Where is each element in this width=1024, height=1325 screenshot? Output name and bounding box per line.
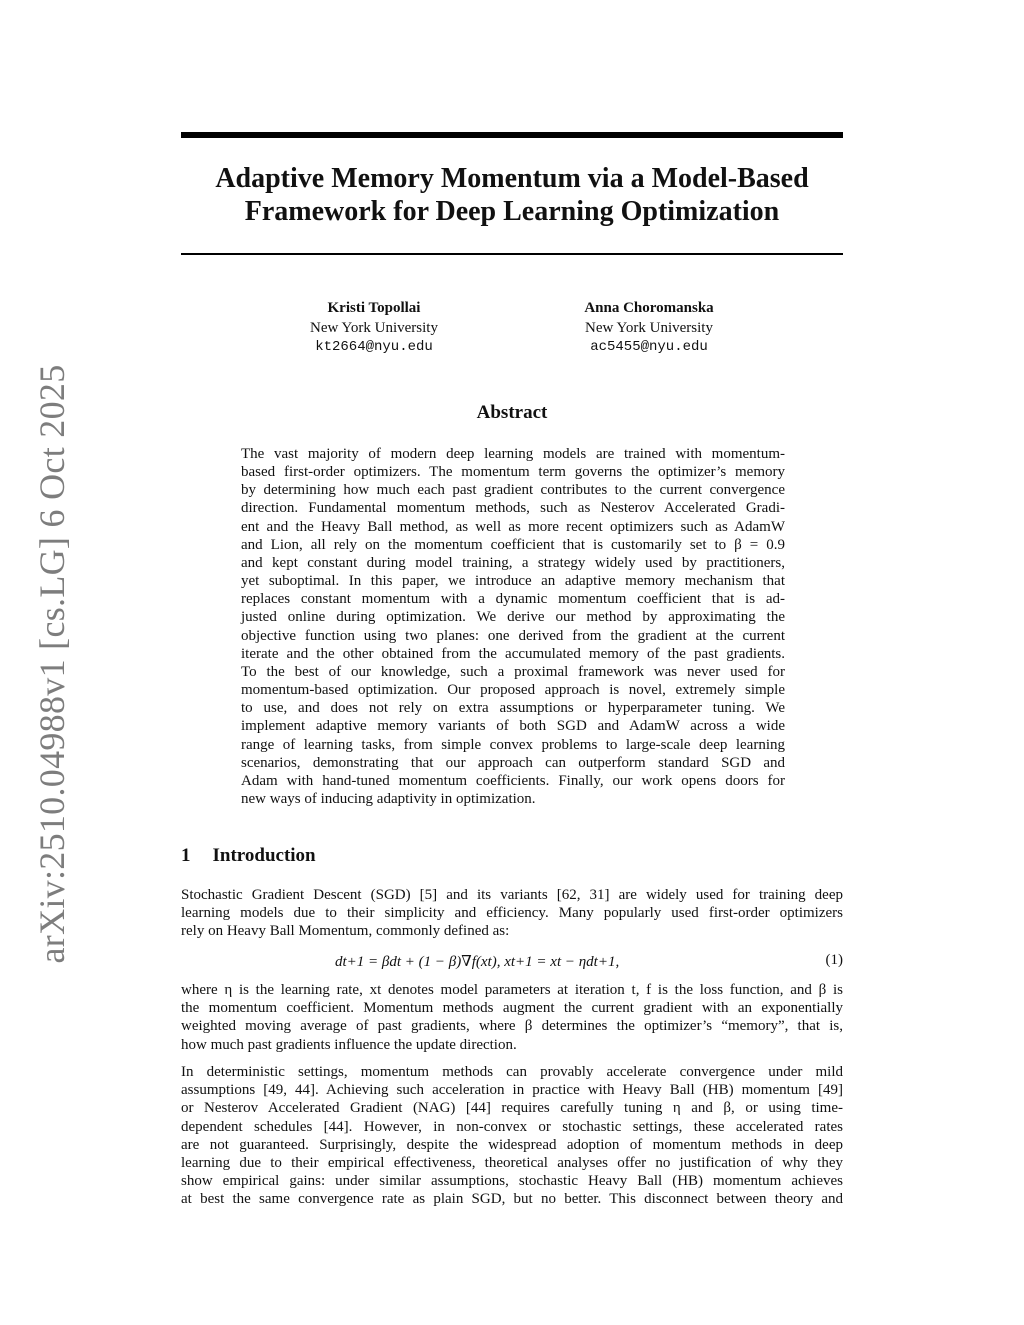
abstract-line: replaces constant momentum with a dynamic momentum coefficient that is ad- [241, 591, 785, 608]
author-name: Kristi Topollai [327, 300, 421, 316]
paragraph-line: assumptions [49, 44]. Achieving such acceleration in practice with Heavy Ball (HB) momentum [49] [181, 1082, 843, 1099]
paragraph-line: the momentum coefficient. Momentum methods augment the current gradient with an exponentially [181, 1000, 843, 1017]
section-heading [181, 845, 316, 867]
author-name: Anna Choromanska [584, 300, 714, 316]
author-block-1 [244, 299, 504, 358]
abstract-line: and kept constant during model training, a strategy widely used by practitioners, [241, 554, 785, 571]
abstract-line: Adam with hand-tuned momentum coefficients. Finally, our work opens doors for [241, 772, 785, 789]
paragraph-line: In deterministic settings, momentum methods can provably accelerate convergence under mild [181, 1064, 843, 1080]
paragraph-line: rely on Heavy Ball Momentum, commonly defined as: [181, 923, 510, 940]
abstract-line: to use, and does not rely on extra assumptions or hyperparameter tuning. We [241, 700, 785, 717]
author-affiliation: New York University [310, 319, 438, 336]
heavy-ball-equation: dt+1 = βdt + (1 − β)∇f(xt), xt+1 = xt − ηdt+1, [335, 954, 620, 970]
author-email[interactable]: kt2664@nyu.edu [315, 339, 433, 355]
intro-paragraph-1 [181, 886, 843, 941]
abstract-line: and Lion, all rely on the momentum coefficient that is customarily set to β = 0.9 [241, 536, 785, 553]
paper-title [181, 162, 843, 228]
abstract-line: yet suboptimal. In this paper, we introduce an adaptive memory mechanism that [241, 573, 785, 590]
abstract-line: To the best of our knowledge, such a proximal framework was never used for [241, 663, 785, 680]
abstract-line: range of learning tasks, from simple convex problems to large-scale deep learning [241, 736, 785, 753]
abstract-body [241, 445, 785, 808]
intro-paragraph-3 [181, 1063, 843, 1209]
abstract-line: scenarios, demonstrating that our approach can outperform standard SGD and [241, 754, 785, 771]
abstract-line: new ways of inducing adaptivity in optimization. [241, 790, 536, 807]
title-line-1: Adaptive Memory Momentum via a Model-Based [215, 163, 809, 194]
paragraph-line: weighted moving average of past gradients, where β determines the optimizer’s “memory”, that is, [181, 1018, 843, 1035]
author-block-2 [519, 299, 779, 358]
abstract-line: objective function using two planes: one derived from the gradient at the current [241, 627, 785, 644]
intro-paragraph-2 [181, 981, 843, 1054]
abstract-line: momentum-based optimization. Our proposed approach is novel, extremely simple [241, 682, 785, 699]
abstract-heading: Abstract [476, 402, 548, 423]
title-top-rule [181, 132, 843, 138]
abstract-line: based first-order optimizers. The momentum term governs the optimizer’s memory [241, 464, 785, 481]
paragraph-line: at best the same convergence rate as plain SGD, but no better. This disconnect between theory and [181, 1191, 843, 1208]
equation-number: (1) [825, 952, 843, 968]
abstract-line: justed online during optimization. We derive our method by approximating the [241, 609, 785, 626]
author-affiliation: New York University [585, 319, 713, 336]
abstract-line: iterate and the other obtained from the accumulated memory of the past gradients. [241, 645, 785, 662]
abstract-line: direction. Fundamental momentum methods, such as Nesterov Accelerated Gradi- [241, 500, 785, 517]
section-number: 1 [181, 845, 191, 866]
paragraph-line: how much past gradients influence the update direction. [181, 1036, 517, 1053]
abstract-line: The vast majority of modern deep learning models are trained with momentum- [241, 446, 785, 462]
abstract-line: by determining how much each past gradient contributes to the current convergence [241, 482, 785, 499]
paragraph-line: are not guaranteed. Surprisingly, despite the widespread adoption of momentum methods in deep [181, 1136, 843, 1153]
paragraph-line: dependent schedules [44]. However, in non-convex or stochastic settings, these accelerated rates [181, 1118, 843, 1135]
title-line-2: Framework for Deep Learning Optimization [244, 196, 780, 227]
paragraph-line: show empirical gains: under similar assumptions, stochastic Heavy Ball (HB) momentum achieves [181, 1173, 843, 1190]
paragraph-line: where η is the learning rate, xt denotes model parameters at iteration t, f is the loss function, and β is [181, 982, 843, 998]
author-email[interactable]: ac5455@nyu.edu [590, 339, 708, 355]
title-bottom-rule [181, 253, 843, 255]
paragraph-line: or Nesterov Accelerated Gradient (NAG) [44] requires carefully tuning η and β, or using time- [181, 1100, 843, 1117]
paragraph-line: learning models due to their simplicity and efficiency. Many popularly used first-order optimizers [181, 905, 843, 922]
paragraph-line: learning due to their empirical effectiveness, theoretical analyses offer no justification of why they [181, 1155, 843, 1172]
abstract-line: ent and the Heavy Ball method, as well as more recent optimizers such as AdamW [241, 518, 785, 535]
abstract-line: implement adaptive memory variants of both SGD and AdamW across a wide [241, 718, 785, 735]
paragraph-line: Stochastic Gradient Descent (SGD) [5] and its variants [62, 31] are widely used for training deep [181, 887, 843, 903]
arxiv-identifier-stamp: arXiv:2510.04988v1 [cs.LG] 6 Oct 2025 [32, 364, 72, 964]
section-title: Introduction [212, 845, 316, 866]
